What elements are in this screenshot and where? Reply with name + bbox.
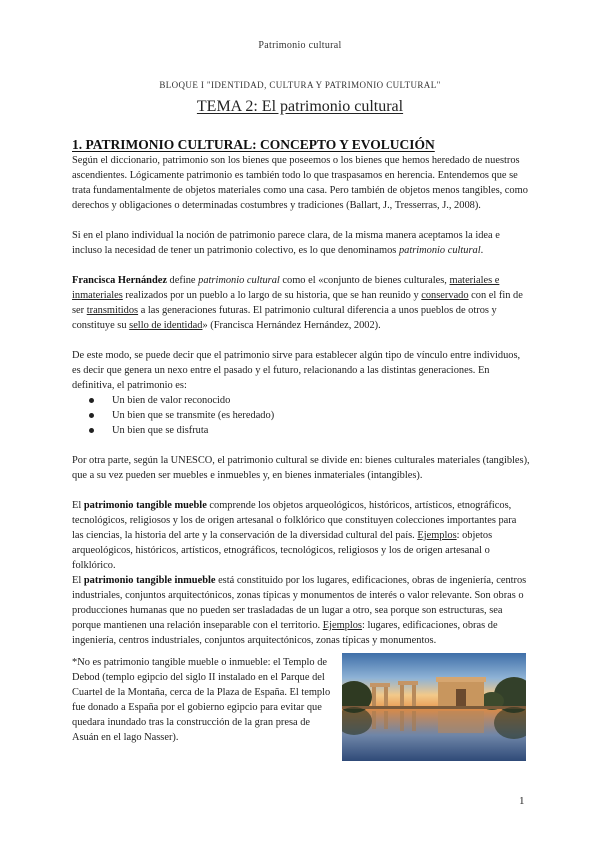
paragraph-unesco: Por otra parte, según la UNESCO, el patrimonio cultural se divide en: bienes culturales materiales (tangibles), que a su vez pueden ser muebles e inmuebles y, en bienes inmateriales (intangibles). <box>72 455 530 481</box>
bullet-icon <box>89 428 94 433</box>
note-debod: *No es patrimonio tangible mueble o inmueble: el Templo de Debod (templo egipcio del siglo II instalado en el Parque del Cuartel de la Montaña, cerca de la Plaza de España. El templo fue donado a España por el gobierno egipcio para evitar que quedara inundado tras la construcción de la gran presa de Asuán en el lago Nasser). <box>72 657 331 743</box>
document-body <box>72 137 530 751</box>
page-number: 1 <box>519 795 525 807</box>
heritage-list <box>72 393 530 438</box>
paragraph-vinculo: De este modo, se puede decir que el patrimonio sirve para establecer algún tipo de vínculo entre individuos, es decir que genera un nexo entre el pasado y el futuro, relacionando a las distintas generaciones. En definitiva, el patrimonio es: <box>72 350 521 391</box>
bullet-icon <box>89 398 94 403</box>
paragraph-inmueble: El patrimonio tangible inmueble está constituido por los lugares, edificaciones, obras de ingeniería, centros industriales, conjuntos arquitectónicos, zonas típicas y monumentos de interés o valor relevante. Son obras o producciones humanas que no pueden ser trasladadas de un lugar a otro, sea porque son estructuras, sea porque mantienen una relación inseparable con el territorio. Ejemplos: lugares, edificaciones, obras de ingeniería, centros industriales, conjuntos arquitectónicos, zonas típicas y monumentos. <box>72 575 527 646</box>
list-item: Un bien de valor reconocido <box>72 393 530 408</box>
topic-title-text: TEMA 2: El patrimonio cultural <box>196 98 404 115</box>
bullet-icon <box>89 413 94 418</box>
block-title: BLOQUE I "IDENTIDAD, CULTURA Y PATRIMONIO CULTURAL" <box>159 80 441 90</box>
page-header: Patrimonio cultural <box>258 40 342 51</box>
temple-of-debod-photo <box>342 653 526 761</box>
paragraph-hernandez: Francisca Hernández define patrimonio cultural como el «conjunto de bienes culturales, materiales e inmateriales realizados por un pueblo a lo largo de su historia, que se han reunido y conservado con el fin de ser transmitidos a las generaciones futuras. El patrimonio cultural diferencia a unos pueblos de otros y constituye su sello de identidad» (Francisca Hernández Hernández, 2002). <box>72 275 523 331</box>
paragraph-definition: Según el diccionario, patrimonio son los bienes que poseemos o los bienes que hemos heredado de nuestros ascendientes. Lógicamente patrimonio es también todo lo que traspasamos en herencia. Entendemos que se trata fundamentalmente de objetos materiales como una casa. Pero también de objetos menos tangibles, como derechos y obligaciones o determinadas costumbres y tradiciones (Ballart, J., Tresserras, J., 2008). <box>72 155 528 211</box>
paragraph-collective: Si en el plano individual la noción de patrimonio parece clara, de la misma manera aceptamos la idea e incluso la necesidad de tener un patrimonio colectivo, es lo que denominamos patrimonio cultural. <box>72 230 500 256</box>
topic-title <box>0 98 600 116</box>
paragraph-mueble: El patrimonio tangible mueble comprende los objetos arqueológicos, históricos, artísticos, etnográficos, tecnológicos, religiosos y los de origen artesanal o folklórico que constituyen colecciones importantes para las ciencias, la historia del arte y la conservación de la diversidad cultural del país. Ejemplos: objetos arqueológicos, históricos, artísticos, etnográficos, tecnológicos, religiosos y los de origen artesanal o folklórico. <box>72 500 517 571</box>
list-item: Un bien que se transmite (es heredado) <box>72 408 530 423</box>
list-item: Un bien que se disfruta <box>72 423 530 438</box>
section-heading: 1. PATRIMONIO CULTURAL: CONCEPTO Y EVOLUCIÓN <box>72 137 435 152</box>
